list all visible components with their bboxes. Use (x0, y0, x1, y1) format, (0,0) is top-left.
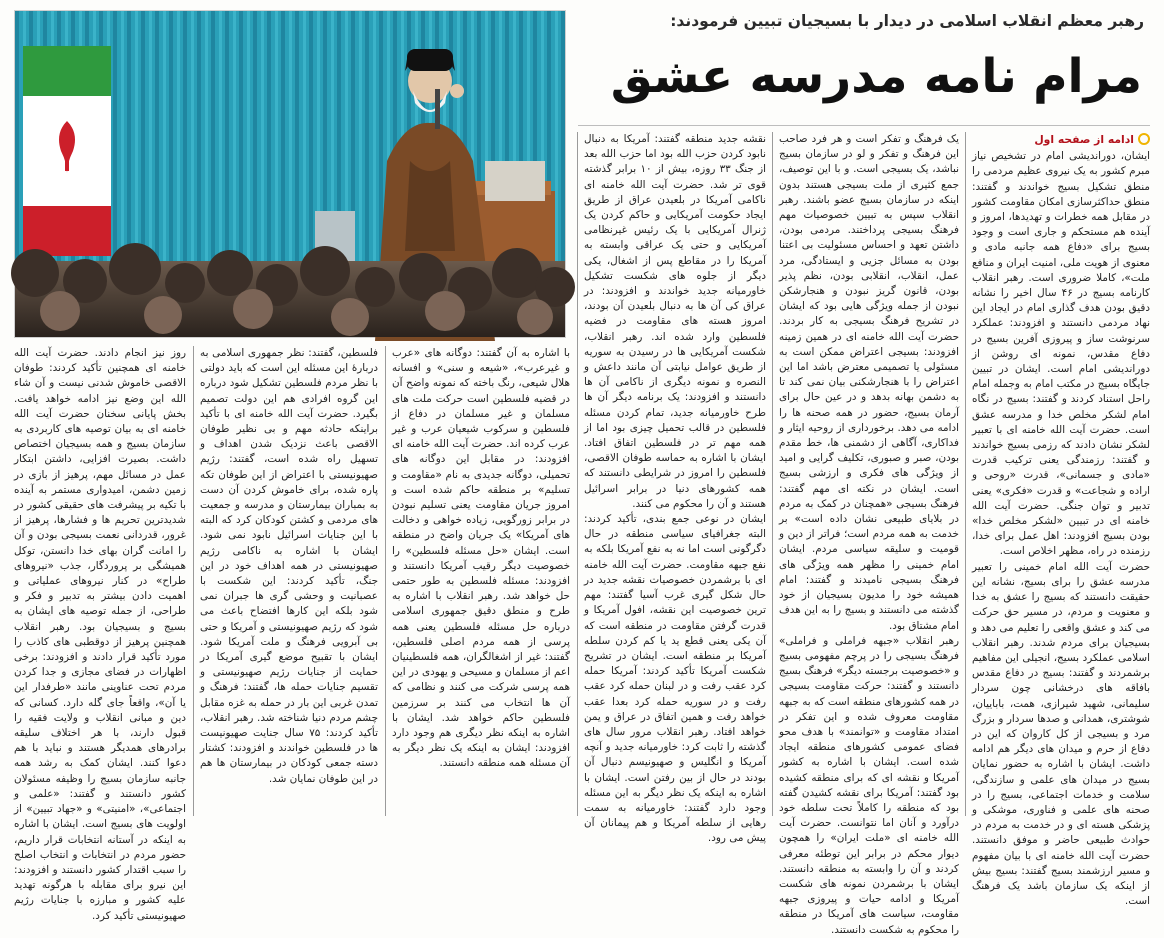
column-rule (772, 132, 773, 816)
column-rule (965, 132, 966, 816)
supertitle: رهبر معظم انقلاب اسلامی در دیدار با بسیجیان تبیین فرمودند: (670, 12, 1144, 30)
article-column-3 (584, 132, 767, 845)
article-column-6 (14, 346, 186, 922)
continue-label: ادامه از صفحه اول (972, 132, 1150, 147)
article-column-1 (972, 132, 1150, 908)
article-column-5 (200, 346, 378, 812)
column-rule (385, 346, 386, 816)
headline: مرام نامه مدرسه عشق (610, 49, 1142, 104)
article-paragraph: ایشان در نوعی جمع بندی، تأکید کردند: البته جغرافیای سیاسی منطقه در حال دگرگونی است اما نه به نفع آمریکا بلکه به نفع جبهه مقاومت. حضرت آیت الله خامنه ای با برشمردن خصوصیات نقشه جدید در حال شکل گیری غرب آسیا گفتند: مهم ترین خصوصیت این نقشه، افول آمریکا و قدرت گرفتن مقاومت در منطقه است که آن یکی یعنی قطع ید یا کم کردن سلطه آمریکا بر منطقه است. ایشان در تشریح شکست آمریکا تأکید کردند: آمریکا حمله کرد عقب رفت و در لبنان حمله کرد عقب رفت و در سوریه حمله کرد بعدا عقب خواهد رفت و همین اتفاق در عراق و یمن خواهد افتاد. رهبر انقلاب مرور سال های گذشته را ثابت کرد: خاورمیانه جدید و آنچه آمریکا و انگلیس و صهیونیسم دنبال آن بودند در حال از بین رفتن است. ایشان با اشاره به اینکه یک نظر دیگر به این مسئله وجود دارد گفتند: خاورمیانه به سمت رهایی از سلطه آمریکا و هم پیمانان آن پیش می رود. (584, 513, 766, 845)
news-photo (14, 10, 566, 338)
article-column-4 (392, 346, 570, 812)
article-paragraph: حضرت آیت الله امام خمینی را تعبیر مدرسه عشق را برای بسیج، نشانه این حقیقت دانستند که بسیج را عشق به خدا و معنویت و مردم، در مسیر حق حرکت می کند و عشق واقعی را تعلیم می دهد و بسیجیان برای مردم شدند. رهبر انقلاب اسلامی عملکرد بسیج، انجیلی این مفاهیم برشمردند و گفتند: بسیج در دفاع مقدس بافاقه های درخشانی چون سردار سلیمانی، شهید شیرازی، همت، باباییان، شوشتری، همدانی و صدها سردار و بزرگ مرد و بسیجی از کل کاروان که این در دفاع از حرم و میدان های دیگر هم ادامه داشت. ایشان با اشاره به حضور نمایان بسیج در میدان های علمی و سازندگی، سلامت و خدمات اجتماعی، بسیج را در صحنه های علمی و فناوری، موشکی و پزشکی هسته ای و در خدمت به مردم در حوادث طبیعی حاضر و موفق دانستند. حضرت آیت الله خامنه ای با بیان مفهوم و مسیر ارزشمند بسیج گفتند: بسیج بیش از اینکه یک سازمان باشد یک فرهنگ است. (972, 560, 1150, 908)
article-column-2 (779, 132, 959, 936)
column-rule (193, 346, 194, 816)
article-paragraph: ایشان، دوراندیشی امام در تشخیص نیاز مبرم کشور به یک نیروی عظیم مردمی را منطق تشکیل بسیج خواندند و گفتند: منطق حداکثرسازی امکان مقاومت کشور در مقابل همه خطرات و تهدیدها، امروز و آینده هم مستحکم و جاری است و وجود بسیج برای «دفاع همه جانبه مادی و معنوی از هویت ملی، امنیت ایران و منافع ملت»، کاملا ضروری است. رهبر انقلاب کارنامه بسیج در ۴۶ سال اخیر را نشانه دقیق بودن هدف گذاری امام در ایجاد این نهاد مردمی دانستند و افزودند: عملکرد سرنوشت ساز و پیروزی آفرین بسیج در دفاع مقدس، نمونه ای روشن از دوراندیشی امام است. ایشان در تبیین جایگاه بسیج در مکتب امام به وجمله امام راحل استناد کردند و گفتند: بسیج در نگاه امام لشکر مخلص خدا و مدرسه عشق است. حضرت آیت الله خامنه ای با تعبیر لشکر نشان دادند که رزمی بسیج خواندند و گفتند: رزمندگی یعنی ترکیب قدرت «مادی و جسمانی»، قدرت «روحی و اراده و شجاعت» و قدرت «فکری» یعنی تدبیر و توان جنگی. حضرت آیت الله خامنه ای در تبیین «لشکر مخلص خدا» بودن بسیج افزودند: اهل عمل برای خدا، رزمنده در راه، مظهر اخلاص است. (972, 150, 1150, 558)
article-paragraph: فلسطین، گفتند: نظر جمهوری اسلامی به دربارهٔ این مسئله این است که باید دولتی با نظر مردم فلسطین تشکیل شود درباره این گروه افرادی هم این دولت تصمیم بگیرد. حضرت آیت الله خامنه ای با تأکید براینکه حادثه مهم و بی نظیر طوفان الاقصی باعث نزدیک شدن اهداف و تسهیل راه شده است، گفتند: رژیم صهیونیستی با اعتراض از این طوفان تکه پاره شده، برای خاموش کردن آن دست به بمباران بیمارستان و مدرسه و جمعیت های مردمی و کشتن کودکان کرد که البته با این جنایات اسرائیل نابود نمی شود. ایشان با اشاره به ناکامی رژیم صهیونیستی در همه اهداف خود در این جنگ، تأکید کردند: این شکست با عصبانیت و وحشی گری ها جبران نمی شود بلکه این کارها افتضاح باعث می شود که رژیم صهیونیستی و آمریکا و حتی بی آبرویی فرهنگ و ملت آمریکا شود. ایشان با تقبیح موضع گیری آمریکا در حمایت از جنایات رژیم صهیونیستی و تقسیم جنایات حمله ها، گفتند: فرهنگ و تمدن غربی این بار در حمله به غزه مقابل چشم مردم دنیا شناخته شد. رهبر انقلاب، تأکید کردند: ۷۵ سال جنایت صهیونیست ها در فلسطین خواندند و افزودند: کشتار دسته جمعی کودکان در بیمارستان ها هم در این طوفان نمایان شد. (200, 347, 378, 785)
continue-marker-icon (1138, 133, 1150, 145)
headline-divider (578, 125, 1150, 126)
iran-flag-emblem-icon (23, 46, 111, 256)
article-paragraph: روز نیز انجام دادند. حضرت آیت الله خامنه ای همچنین تأکید کردند: طوفان الاقصی خاموش شدنی نیست و آن شاء الله این وضع نیز ادامه خواهد یافت. بخش پایانی سخنان حضرت آیت الله خامنه ای به بیان توصیه های کاربردی به سازمان بسیج و همه بسیجیان اختصاص داشت. بصیرت افزایی، داشتن ابتکار عمل در مسائل مهم، پرهیز از بازی در زمین دشمن، امیدواری مستمر به آینده با تکیه بر پیشرفت های حقیقی کشور در شدیدترین تحریم ها و فشارها، پرهیز از غرور، قدردانی نعمت بسیجی بودن و آن را امانت گران بهای خدا دانستن، توکل همیشگی بر پروردگار، جذب «نیروهای طراح» در کنار نیروهای عملیاتی و اهمیت دادن بیشتر به تدبیر و فکر و طراحی، از جمله توصیه های ایشان به بسیج و بسیجیان بود. رهبر انقلاب همچنین پرهیز از دوقطبی های کاذب را مورد تأکید قرار دادند و افزودند: برخی اظهارات در فضای مجازی و جدا کردن مردم تحت عناوینی مانند «طرفدار این یا آن»، واقعاً جای گله دارد. کسانی که دین و مبانی انقلاب و ولایت فقیه را قبول دارند، با هر اختلاف سلیقه برادرهای همدیگر هستند و نباید با هم دعوا کنند. ایشان کمک به رشد همه جانبه سازمان بسیج را وظیفه مسئولان کشور دانستند و گفتند: «علمی و اجتماعی»، «امنیتی» و «جهاد تبیین» از اولویت های بسیج است. ایشان با اشاره به اینکه در آستانه انتخابات قرار داریم، حضور مردم در انتخابات و انتخاب اصلح را سبب اقتدار کشور دانستند و افزودند: این نیرو برای مقابله با هرگونه تهدید علیه کشور و مبارزه با جنایات رژیم صهیونیستی تأکید کرد. (14, 347, 186, 922)
article-paragraph: رهبر انقلاب «جبهه فراملی و فراملی» فرهنگ بسیجی را در پرچم مفهومی بسیج و «خصوصیت برجسته دیگر» فرهنگ بسیج دانستند و گفتند: حرکت مقاومت بسیجی در همه کشورهای منطقه است که به جبهه مقاومت معروف شده و این تفکر در امتداد مقاومت و «توانمند» با هدف محو فضای عمومی کشورهای منطقه ایجاد شده است. ایشان با اشاره به کشور آمریکا و نقشه ای که برای منطقه کشیده بود گفتند: آمریکا برای نقشه کشیدن گفته بود که منطقه را کاملاً تحت سلطه خود درآورد و آنان اما نتوانست. حضرت آیت الله خامنه ای «ملت ایران» را همچون دیوار محکم در برابر این توطئه معرفی کردند و آن را وابسته به منطقه دانستند. ایشان با برشمردن نمونه های شکست آمریکا و ادامه حیات و پیروزی جبهه مقاومت، سیاست های آمریکا در منطقه را محکوم به شکست دانستند. (779, 634, 959, 936)
column-rule (577, 132, 578, 816)
article-paragraph: نقشه جدید منطقه گفتند: آمریکا به دنبال نابود کردن حزب الله بود اما حزب الله بعد از جنگ ۳۳ روزه، بیش از ۱۰ برابر گذشته قوی تر شد. حضرت آیت الله خامنه ای ناکامی آمریکا در بلعیدن عراق از طریق ایجاد حکومت آمریکایی و حاکم کردن یک ژنرال آمریکایی با یک رئیس غیرنظامی آمریکایی و حتی یک عراقی وابسته به آمریکا را در مقاطع پس از اشغال، یکی دیگر از جلوه های شکست تشکیل خاورمیانه جدید خواندند و افزودند: در عراق کی آن ها به دنبال بلعیدن آن بودند، امروز هسته های مقاومت در فضیه فلسطین وارد شده اند. رهبر انقلاب، شکست آمریکایی ها در رسیدن به سوریه از طریق عوامل نیابتی آن مانند داعش و النصره و نمونه دیگری از ناکامی آن ها دانستند و افزودند: یک برنامه دیگر آن ها طرح خاورمیانه جدید، تمام کردن مسئله فلسطین در قالب تحمیل چیزی بود اما از همه مهم تر در فلسطین اتفاق افتاد. ایشان با اشاره به حماسه طوفان الاقصی، فلسطین را امروز در شرایطی دانستند که همه کشورهای دنیا در برابر اسرائیل هستند و آن را محکوم می کنند. (584, 133, 767, 510)
article-paragraph: یک فرهنگ و تفکر است و هر فرد صاحب این فرهنگ و تفکر و لو در سازمان بسیج نباشد، یک بسیجی است. و با این توصیف، جمع کثیری از ملت بسیجی هستند بدون اینکه در سازمان بسیج عضو باشند. رهبر انقلاب سپس به تبیین خصوصیات مهم فرهنگ بسیجی پرداختند. مردمی بودن، داشتن تعهد و احساس مسئولیت بی اعتنا بودن به مسائل جزیی و ایستادگی، مرد عمل، انقلاب، انقلابی بودن، نظم پذیر بودن، قانون گریز نبودن و هنجارشکن نبودن از جمله ویژگی هایی بود که ایشان در تشریح فرهنگ بسیجی به کار بردند. حضرت آیت الله خامنه ای در همین زمینه افزودند: بسیجی اعتراض ممکن است به مسئولی یا تصمیمی معترض باشد اما این اعتراض را با هنجارشکنی بیان نمی کند تا به دشمن بهانه بدهد و در عین حال برای آرمان بسیج، حضور در همه صحنه ها را ادامه می دهد. برخورداری از روحیه ایثار و فداکاری، آگاهی از دشمنی ها، خط مقدم بودن، صبر و صبوری، تکلیف گرایی و امید از ویژگی های فکری و ارزشی بسیج است. ایشان در نکته ای مهم گفتند: فرهنگ بسیجی «همچنان در کمک به مردم در بلایای طبیعی نشان داده است» بر خدمت به همه مردم است؛ فراتر از دین و قومیت و سلیقه سیاسی مردم. ایشان امام خمینی را مظهر همه ویژگی های فرهنگ بسیجی نامیدند و گفتند: امام همیشه خود را مدیون بسیجیان از خود گذشته می دانستند و بسیج را به این هدف امام مشتاق بود. (779, 133, 959, 632)
article-paragraph: با اشاره به آن گفتند: دوگانه های «عرب و غیرعرب»، «شیعه و سنی» و افسانه هلال شیعی، رنگ باخته که نمونه واضح آن در قضیه فلسطین است حرکت ملت های مسلمان و غیر مسلمان در دفاع از فلسطین و سرکوب شیعیان عرب و غیر عرب کرده اند. حضرت آیت الله خامنه ای افزودند: در مقابل این دوگانه های تحمیلی، دوگانه جدیدی به نام «مقاومت و تسلیم» بر منطقه حاکم شده است و امروز جریان مقاومت یعنی تسلیم نبودن در برابر زورگویی، زیاده خواهی و دخالت های آمریکا» یک جریان واضح در منطقه است. ایشان «حل مسئله فلسطین» را خصوصیت دیگر رقیب آمریکا دانستند و افزودند: مسئله فلسطین به طور حتمی حل خواهد شد. رهبر انقلاب با اشاره به طرح و منطق دقیق جمهوری اسلامی درباره حل مسئله فلسطین یعنی همه پرسی از همه مردم اصلی فلسطین، گفتند: غیر از اشغالگران، همه فلسطینیان اعم از مسلمان و مسیحی و یهودی در این همه پرسی شرکت می کنند و نظامی که آن ها انتخاب می کنند بر سرزمین فلسطین حاکم خواهد شد. ایشان با اشاره به اینکه نظر دیگری هم وجود دارد افزودند: ایشان به اینکه یک نظر دیگر به آن مسئله همه منطقه دانستند. (392, 347, 570, 770)
